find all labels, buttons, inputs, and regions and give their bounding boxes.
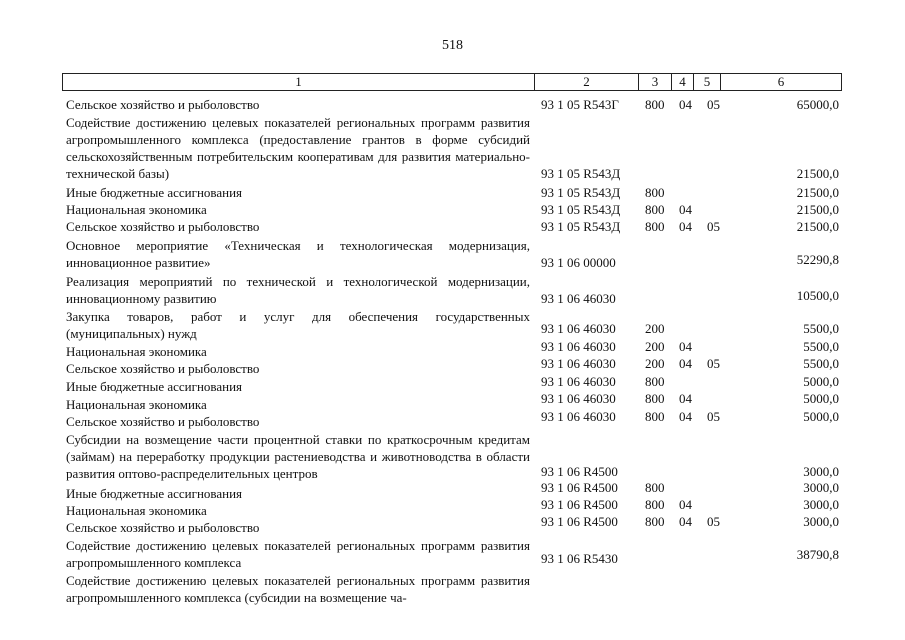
row-name: Содействие достижению целевых показателей региональных программ развития агропромышленного комплекса — [66, 538, 530, 570]
row-csr: 93 1 06 R4500 — [541, 497, 618, 512]
row-sum: 5500,0 — [803, 356, 839, 371]
row-rz: 04 — [679, 409, 692, 424]
row-sum: 5000,0 — [803, 374, 839, 389]
row-rz: 04 — [679, 339, 692, 354]
row-name: Сельское хозяйство и рыболовство — [66, 361, 260, 376]
row-csr: 93 1 06 46030 — [541, 339, 616, 354]
row-sum: 5500,0 — [803, 321, 839, 336]
row-name: Иные бюджетные ассигнования — [66, 486, 243, 501]
row-csr: 93 1 06 R4500 — [541, 514, 618, 529]
row-sum: 3000,0 — [803, 514, 839, 529]
row-rz: 04 — [679, 497, 692, 512]
row-name: Национальная экономика — [66, 503, 207, 518]
row-name: Реализация мероприятий по технической и технологической модернизации, инновационному развитию — [66, 274, 530, 306]
row-name: Национальная экономика — [66, 344, 207, 359]
row-vr: 200 — [645, 356, 665, 371]
row-sum: 3000,0 — [803, 480, 839, 495]
row-vr: 800 — [645, 97, 665, 112]
header-col-2: 2 — [534, 74, 638, 90]
row-csr: 93 1 05 R543Д — [541, 202, 621, 217]
row-vr: 200 — [645, 321, 665, 336]
row-name: Иные бюджетные ассигнования — [66, 185, 243, 200]
row-name: Сельское хозяйство и рыболовство — [66, 219, 260, 234]
row-sum: 5000,0 — [803, 391, 839, 406]
row-sum: 5500,0 — [803, 339, 839, 354]
row-sum: 21500,0 — [796, 202, 839, 217]
header-col-6: 6 — [720, 74, 842, 90]
row-vr: 800 — [645, 202, 665, 217]
row-vr: 800 — [645, 480, 665, 495]
row-csr: 93 1 06 46030 — [541, 374, 616, 389]
row-csr: 93 1 06 R4500 — [541, 464, 618, 479]
row-vr: 800 — [645, 497, 665, 512]
row-sum: 3000,0 — [803, 464, 839, 479]
row-csr: 93 1 06 46030 — [541, 321, 616, 336]
row-vr: 800 — [645, 374, 665, 389]
row-vr: 800 — [645, 219, 665, 234]
header-col-4: 4 — [671, 74, 693, 90]
row-sum: 21500,0 — [796, 185, 839, 200]
row-csr: 93 1 06 46030 — [541, 409, 616, 424]
row-csr: 93 1 06 46030 — [541, 291, 616, 306]
row-vr: 200 — [645, 339, 665, 354]
row-csr: 93 1 06 46030 — [541, 391, 616, 406]
row-vr: 800 — [645, 409, 665, 424]
row-name: Содействие достижению целевых показателей региональных программ развития агропромышленного комплекса (субсидии на возмещение ча- — [66, 573, 530, 605]
row-sum: 5000,0 — [803, 409, 839, 424]
row-sum: 65000,0 — [796, 97, 839, 112]
row-csr: 93 1 06 R5430 — [541, 551, 618, 566]
row-sum: 21500,0 — [796, 166, 839, 181]
row-rz: 04 — [679, 514, 692, 529]
row-name: Сельское хозяйство и рыболовство — [66, 97, 260, 112]
row-csr: 93 1 06 00000 — [541, 255, 616, 270]
row-sum: 21500,0 — [796, 219, 839, 234]
row-vr: 800 — [645, 391, 665, 406]
row-csr: 93 1 05 R543Д — [541, 185, 621, 200]
row-vr: 800 — [645, 514, 665, 529]
header-col-3: 3 — [638, 74, 671, 90]
row-pr: 05 — [707, 219, 720, 234]
row-name: Сельское хозяйство и рыболовство — [66, 520, 260, 535]
row-name: Национальная экономика — [66, 397, 207, 412]
row-pr: 05 — [707, 356, 720, 371]
row-vr: 800 — [645, 185, 665, 200]
row-name: Субсидии на возмещение части процентной ставки по краткосрочным кредитам (займам) на переработку продукции растениеводства и животноводства в области развития оптово-распределительных центров — [66, 432, 530, 481]
row-name: Сельское хозяйство и рыболовство — [66, 414, 260, 429]
row-name: Национальная экономика — [66, 202, 207, 217]
row-sum: 10500,0 — [796, 288, 839, 303]
row-rz: 04 — [679, 356, 692, 371]
page-number: 518 — [442, 38, 463, 53]
header-col-5: 5 — [693, 74, 720, 90]
header-col-1: 1 — [62, 74, 534, 90]
row-rz: 04 — [679, 97, 692, 112]
row-name: Закупка товаров, работ и услуг для обеспечения государственных (муниципальных) нужд — [66, 309, 530, 341]
row-sum: 3000,0 — [803, 497, 839, 512]
row-rz: 04 — [679, 219, 692, 234]
row-csr: 93 1 06 R4500 — [541, 480, 618, 495]
row-pr: 05 — [707, 409, 720, 424]
row-sum: 52290,8 — [796, 252, 839, 267]
table-header — [62, 73, 842, 91]
row-pr: 05 — [707, 514, 720, 529]
row-rz: 04 — [679, 391, 692, 406]
row-csr: 93 1 06 46030 — [541, 356, 616, 371]
row-name: Основное мероприятие «Техническая и технологическая модернизация, инновационное развитие» — [66, 238, 530, 270]
row-csr: 93 1 05 R543Г — [541, 97, 619, 112]
row-csr: 93 1 05 R543Д — [541, 166, 621, 181]
row-rz: 04 — [679, 202, 692, 217]
row-name: Содействие достижению целевых показателей региональных программ развития агропромышленного комплекса (предоставление грантов в форме субсидий сельскохозяйственным потребительским кооперативам для развития материально-технической базы) — [66, 115, 530, 181]
row-csr: 93 1 05 R543Д — [541, 219, 621, 234]
row-sum: 38790,8 — [796, 547, 839, 562]
row-pr: 05 — [707, 97, 720, 112]
row-name: Иные бюджетные ассигнования — [66, 379, 243, 394]
